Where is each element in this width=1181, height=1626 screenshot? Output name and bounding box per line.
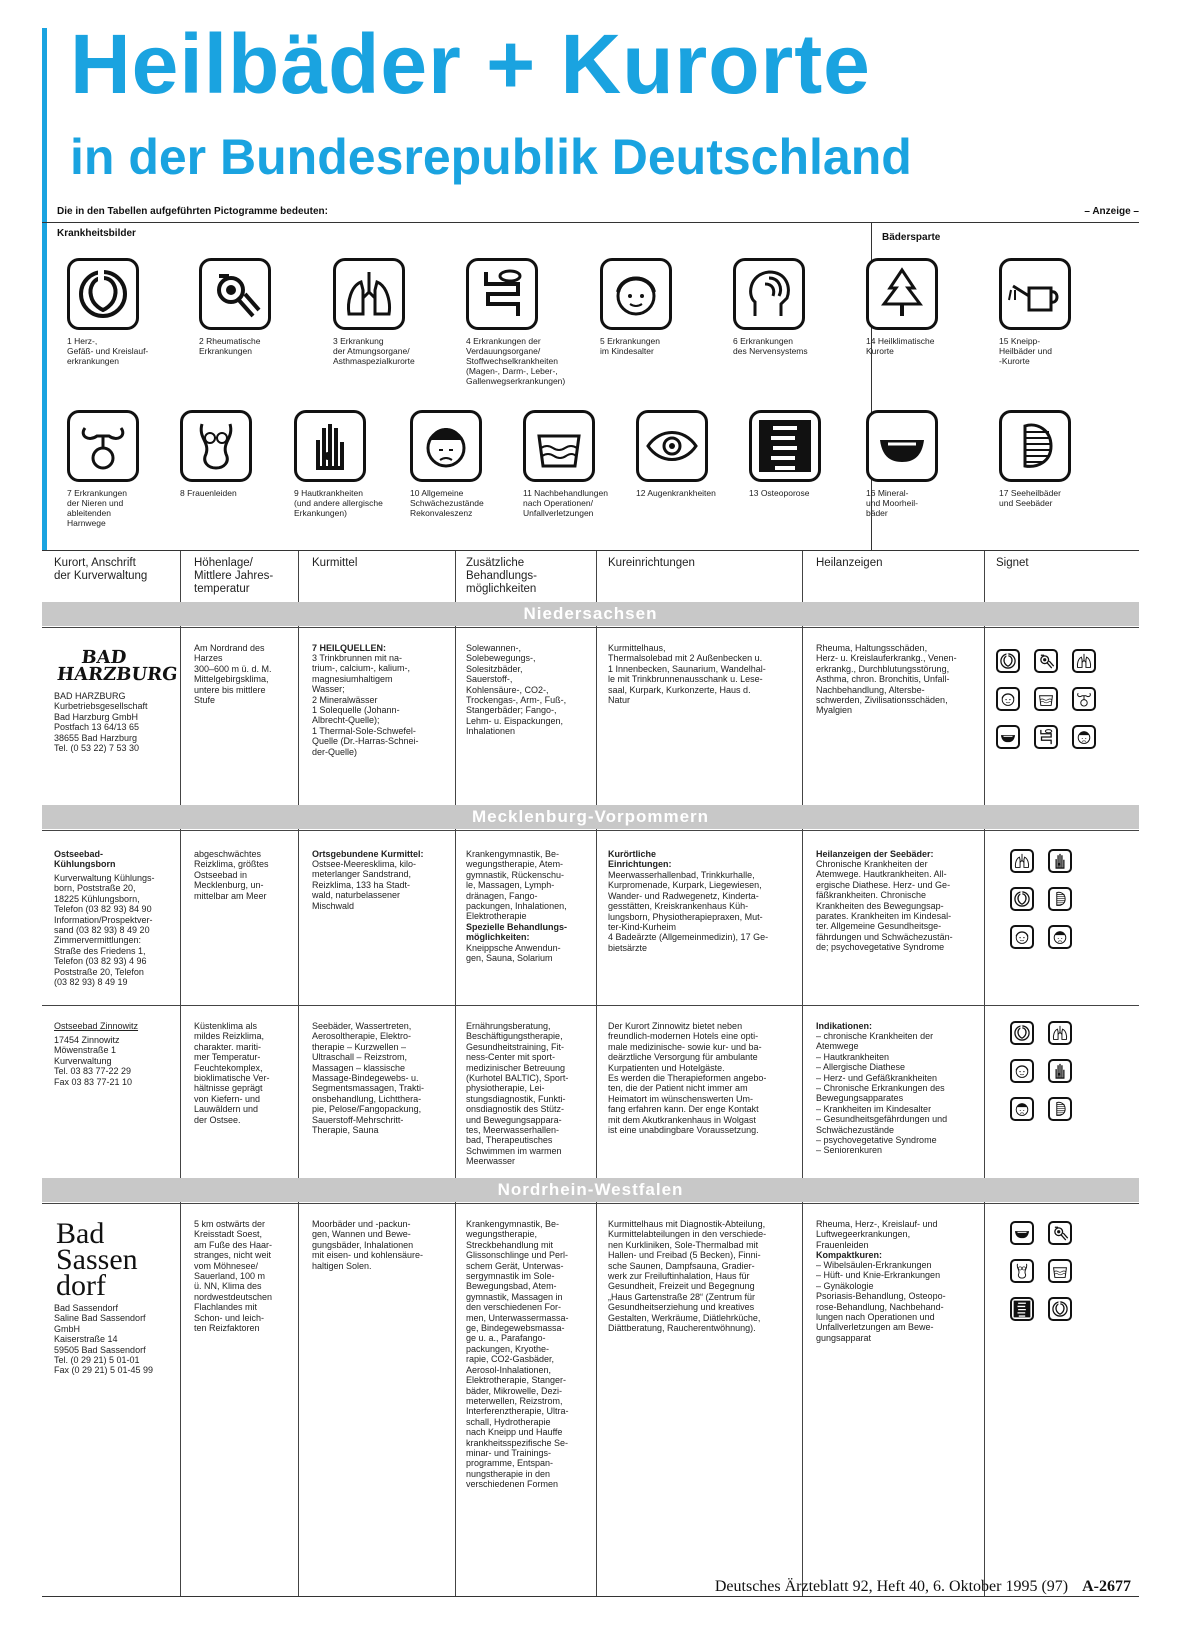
column-header: Kurort, Anschrift der Kurverwaltung [54,557,148,582]
wave-icon [999,410,1071,482]
altitude-climate: Am Nordrand des Harzes 300–600 m ü. d. M. Mittelgebirgsklima, untere bis mittlere Stufe [194,643,272,706]
wave-icon [1048,1097,1072,1121]
hand-icon [1048,1059,1072,1083]
bath-tub-icon [1034,687,1058,711]
signet-grid [996,649,1098,749]
indications-heading: Heilanzeigen der Seebäder: [816,849,934,859]
signet-grid [1010,849,1074,949]
spa-facilities: Kurmittelhaus, Thermalsolebad mit 2 Außenbecken u. 1 Innenbecken, Saunarium, Wandelhal- le mit Trinkbrunnenausschank u. Lese- saal, Kurpark, Kurkonzerte, Haus d. Natur [608,643,766,706]
indications: Rheuma, Herz-, Kreislauf- und Luftwegeerkrankungen, Frauenleiden [816,1219,938,1250]
journal-reference: Deutsches Ärzteblatt 92, Heft 40, 6. Oktober 1995 (97) [714,1578,1069,1595]
spa-facilities: Meerwasserhallenbad, Trinkkurhalle, Kurpromenade, Kurpark, Liegewiesen, Wander- und Radwegenetz, Kinderta- gesstätten, Kreiskrankenhaus Küh- lungsborn, Physiotherapiepraxen, Mut- ter-Kind-Kurheim 4 Badeärzte (Allgemeinmedizin), 17 Ge- bietsärzte [608,870,769,953]
wave-icon [1048,887,1072,911]
column-divider [298,551,299,1596]
page-title: Heilbäder + Kurorte [70,17,871,111]
treatment-options: Krankengymnastik, Be- wegungstherapie, Streckbehandlung mit Glissonschlinge und Perl- schem Gerät, Unterwas- sergymnastik im Sole- Bewegungsbad, Atem- gymnastik, Massagen in den verschiedenen For- men, Unterwassermassa- ge, Bindegewebsmassa- ge u. a., Parafango- packungen, Kryothe- rapie, CO2-Gasbäder, Aerosol-Inhalationen, Elektrotherapie, Stanger- bäder, Mikrowelle, Dezi- meterwellen, Reizstrom, Interferenztherapie, Ultra- schall, Hydrotherapie nach Kneipp und Hauffe krankheitsspezifische Se- minar- und Trainings- programme, Entspan- nungstherapie in den verschiedenen Formen [466,1219,569,1490]
pictogram-16 [866,410,991,518]
pictogram-11 [294,410,419,518]
region-band: Mecklenburg-Vorpommern [42,805,1139,829]
column-header: Kurmittel [312,557,358,569]
pictogram-7 [866,258,991,356]
divider [42,1005,1139,1006]
column-header: Kureinrichtungen [608,557,695,569]
heart-icon [1048,1297,1072,1321]
tired-face-icon [1048,925,1072,949]
pictogram-9 [67,410,192,528]
treatment-options: Solewannen-, Solebewegungs-, Solesitzbäder, Sauerstoff-, Kohlensäure-, CO2-, Trockengas-, Arm-, Fuß-, Stangerbäder; Fango-, Lehm- u. Eispackungen, Inhalationen [466,643,567,737]
special-treatments-heading: Spezielle Behandlungs- möglichkeiten: [466,922,568,943]
pictogram-13 [523,410,648,518]
divider [42,830,1139,831]
pictogram-15 [749,410,874,498]
pictogram-caption: 11 Nachbehandlungen nach Operationen/ Unfallverletzungen [523,488,608,518]
mud-bowl-icon [1010,1221,1034,1245]
pictogram-2 [199,258,324,356]
column-divider [180,551,181,1596]
eye-icon [636,410,708,482]
heart-icon [67,258,139,330]
section-label-krankheitsbilder: Krankheitsbilder [57,228,136,239]
region-band: Nordrhein-Westfalen [42,1178,1139,1202]
spa-facilities: Kurmittelhaus mit Diagnostik-Abteilung, Kurmittelabteilungen in den verschiede- nen Kurkliniken, Sole-Thermalbad mit Hallen- und Freibad (5 Becken), Finni- sche Saunen, Dampfsauna, Gradier- werk zur Freiluftinhalation, Haus für Gesundheit, Freizeit und Begegnung „Haus Gartenstraße 28“ (Zentrum für Gesundheitserziehung und kreatives Gestalten, Werkräume, Diätlehrküche, Diättberatung, Raucherentwöhnung). [608,1219,767,1334]
column-divider [596,551,597,1596]
watering-can-icon [999,258,1071,330]
pictogram-caption: 17 Seeheilbäder und Seebäder [999,488,1061,508]
head-nerve-icon [733,258,805,330]
altitude-climate: abgeschwächtes Reizklima, größtes Ostseebad in Mecklenburg, un- mittelbar am Meer [194,849,269,901]
pictogram-8 [999,258,1124,366]
pictogram-caption: 3 Erkrankung der Atmungsorgane/ Asthmaspezialkurorte [333,336,415,366]
special-treatments: Kneippsche Anwendun- gen, Sauna, Solarium [466,943,561,964]
pictogram-10 [180,410,305,498]
kurort-address: Kurverwaltung Kühlungs- born, Poststraße 20, 18225 Kühlungsborn, Telefon (03 82 93) 84 90 Information/Prospektver- sand (03 82 93) 8 49 20 Zimmervermittlungen: Straße des Friedens 1, Telefon (03 82 93) 4 96 Poststraße 20, Telefon (03 82 93) 8 49 19 [54,873,155,988]
pictogram-6 [733,258,858,356]
female-torso-icon [180,410,252,482]
lungs-icon [1072,649,1096,673]
pictogram-17 [999,410,1124,508]
pictogram-caption: 12 Augenkrankheiten [636,488,716,498]
kidney-icon [1072,687,1096,711]
signet-grid [1010,1021,1074,1121]
female-torso-icon [1010,1259,1034,1283]
divider [42,627,1139,628]
pictogram-caption: 14 Heilklimatische Kurorte [866,336,935,356]
joint-icon [1048,1221,1072,1245]
tired-face-icon [1010,1097,1034,1121]
child-face-icon [1010,1059,1034,1083]
indications: Rheuma, Haltungsschäden, Herz- u. Kreislauferkrankg., Venen- erkrankg., Durchblutungsstörung, Asthma, chron. Bronchitis, Unfall- Nachbehandlung, Altersbe- schwerden, Zivilisationsschäden, Myalgien [816,643,957,716]
divider [42,222,1139,223]
joint-icon [1034,649,1058,673]
bad-harzburg-logo: BAD HARZBURG [56,647,179,685]
pictogram-4 [466,258,591,386]
pictogram-caption: 10 Allgemeine Schwächezustände Rekonvaleszenz [410,488,484,518]
indications-compact: – Wibelsäulen-Erkrankungen – Hüft- und Knie-Erkrankungen – Gynäkologie Psoriasis-Behandlung, Osteopo- rose-Behandlung, Nachbehand- lungen nach Operationen und Unfallverletzungen am Bewe- gungsapparat [816,1260,946,1343]
page-subtitle: in der Bundesrepublik Deutschland [70,129,912,185]
joint-icon [199,258,271,330]
indications-heading: Kompaktkuren: [816,1250,883,1260]
intestine-icon [1034,725,1058,749]
bath-tub-icon [523,410,595,482]
kurmittel-text: Seebäder, Wassertreten, Aerosoltherapie, Elektro- therapie – Kurzwellen – Ultraschall – Reizstrom, Massagen – klassische Massage-Bindegewebs- u. Segmentsmassagen, Trakti- onsbehandlung, Lichtthera- pie, Pelose/Fangopackung, Sauerstoff-Mehrschritt- Therapie, Sauna [312,1021,425,1136]
kurort-name: Ostseebad Zinnowitz [54,1021,139,1031]
pictogram-14 [636,410,761,498]
pictogram-5 [600,258,725,356]
lungs-icon [333,258,405,330]
pictogram-caption: 8 Frauenleiden [180,488,237,498]
region-band: Niedersachsen [42,602,1139,626]
column-divider [984,551,985,1596]
lungs-icon [1010,849,1034,873]
column-header: Zusätzliche Behandlungs- möglichkeiten [466,557,537,595]
kurort-name: Ostseebad- Kühlungsborn [54,849,116,870]
heart-icon [1010,1021,1034,1045]
section-label-baedersparte: Bädersparte [882,232,941,243]
bad-sassendorf-logo: Bad Sassen dorf [56,1217,138,1302]
hand-icon [294,410,366,482]
column-header: Höhenlage/ Mittlere Jahres- temperatur [194,557,274,595]
spine-icon [1010,1297,1034,1321]
treatment-options: Ernährungsberatung, Beschäftigungstherapie, Gesundheitstraining, Fit- ness-Center mit sport- medizinischer Betreuung (Kurhotel BALTIC), Sport- physiotherapie, Lei- stungsdiagnostik, Funkti- onsdiagnostik des Stütz- und Bewegungsappara- tes, Meerwasserhallen- bad, Therapeutisches Schwimmen im warmen Meerwasser [466,1021,569,1167]
pictogram-caption: 5 Erkrankungen im Kindesalter [600,336,661,356]
column-divider [802,551,803,1596]
kurort-address: BAD HARZBURG Kurbetriebsgesellschaft Bad Harzburg GmbH Postfach 13 64/13 65 38655 Bad Harzburg Tel. (0 53 22) 7 53 30 [54,691,148,754]
kurort-address: 17454 Zinnowitz Möwenstraße 1 Kurverwaltung Tel. 03 83 77-22 29 Fax 03 83 77-21 10 [54,1035,133,1087]
hand-icon [1048,849,1072,873]
column-divider [455,551,456,1596]
intro-text: Die in den Tabellen aufgeführten Pictogramme bedeuten: [57,206,328,217]
pictogram-caption: 2 Rheumatische Erkrankungen [199,336,261,356]
indications: Chronische Krankheiten der Atemwege. Hautkrankheiten. All- ergische Diathese. Herz- und Ge- fäßkrankheiten. Chronische Krankheiten des Bewegungsap- parates. Krankheiten im Kindesal- ter. Allgemeine Gesundheitsge- fährdungen und Schwächezustän- de; psychovegetative Syndrome [816,859,953,953]
indications: – chronische Krankheiten der Atemwege – Hautkrankheiten – Allergische Diathese – Herz- und Gefäßkrankheiten – Chronische Erkrankungen des Bewegungsapparates – Krankheiten im Kindesalter – Gesundheitsgefährdungen und Schwächezustände – psychovegetative Syndrome – Seniorenkuren [816,1031,948,1156]
pictogram-caption: 6 Erkrankungen des Nervensystems [733,336,808,356]
tired-face-icon [410,410,482,482]
column-header: Signet [996,557,1029,569]
pictogram-caption: 1 Herz-, Gefäß- und Kreislauf- erkrankungen [67,336,149,366]
heart-icon [1010,887,1034,911]
accent-bar [42,28,47,550]
spa-facilities-heading: Kurörtliche Einrichtungen: [608,849,672,870]
tired-face-icon [1072,725,1096,749]
page-number: A-2677 [1082,1578,1131,1595]
indications-heading: Indikationen: [816,1021,872,1031]
pictogram-caption: 15 Kneipp- Heilbäder und -Kurorte [999,336,1052,366]
child-face-icon [1010,925,1034,949]
pictogram-caption: 4 Erkrankungen der Verdauungsorgane/ Stoffwechselkrankheiten (Magen-, Darm-, Leber-, Gallenwegserkrankungen) [466,336,566,386]
lungs-icon [1048,1021,1072,1045]
pictogram-12 [410,410,535,518]
bath-tub-icon [1048,1259,1072,1283]
divider [42,1203,1139,1204]
mud-bowl-icon [996,725,1020,749]
pictogram-caption: 9 Hautkrankheiten (und andere allergische Erkankungen) [294,488,383,518]
heart-icon [996,649,1020,673]
tree-icon [866,258,938,330]
treatment-options: Krankengymnastik, Be- wegungstherapie, Atem- gymnastik, Rückenschu- le, Massagen, Lymph- dränagen, Fango- packungen, Inhalationen, Elektrotherapie [466,849,567,922]
pictogram-caption: 13 Osteoporose [749,488,810,498]
kurort-address: Bad Sassendorf Saline Bad Sassendorf GmbH Kaiserstraße 14 59505 Bad Sassendorf Tel. (0 29 21) 5 01-01 Fax (0 29 21) 5 01-45 99 [54,1303,154,1376]
pictogram-1 [67,258,192,366]
altitude-climate: 5 km ostwärts der Kreisstadt Soest, am Fuße des Haar- stranges, nicht weit vom Möhnesee/ Sauerland, 100 m ü. NN, Klima des nordwestdeutschen Flachlandes mit Schon- und leich- ten Reizfaktoren [194,1219,273,1334]
kurmittel-heading: 7 HEILQUELLEN: [312,643,387,653]
spine-icon [749,410,821,482]
footer-citation [715,1578,1131,1596]
spa-table [42,550,1139,1597]
altitude-climate: Küstenklima als mildes Reizklima, charakter. mariti- mer Temperatur- Feuchtekomplex, bioklimatische Ver- hältnisse geprägt von Kiefern- und Lauwäldern und der Ostsee. [194,1021,270,1125]
intestine-icon [466,258,538,330]
mud-bowl-icon [866,410,938,482]
spa-facilities: Der Kurort Zinnowitz bietet neben freundlich-modernen Hotels eine opti- male medizinische- sowie kur- und ba- deärztliche Versorgung für ambulante Kurpatienten und Hotelgäste. Es werden die Therapieformen angebo- ten, die der Patient nicht immer am Heimatort im wünschenswerten Um- fang erfahren kann. Der enge Kontakt mit dem Akutkrankenhaus in Wolgast ist eine unabdingbare Voraussetzung. [608,1021,767,1136]
child-face-icon [996,687,1020,711]
kidney-icon [67,410,139,482]
kurmittel-text: Ostsee-Meeresklima, kilo- meterlanger Sandstrand, Reizklima, 133 ha Stadt- wald, naturbelassener Mischwald [312,859,417,911]
signet-grid [1010,1221,1074,1321]
pictogram-caption: 16 Mineral- und Moorheil- bäder [866,488,918,518]
pictogram-caption: 7 Erkrankungen der Nieren und ableitenden Harnwege [67,488,128,528]
kurmittel-text: 3 Trinkbrunnen mit na- trium-, calcium-, kalium-, magnesiumhaltigem Wasser; 2 Mineralwässer 1 Solequelle (Johann- Albrecht-Quelle); 1 Thermal-Sole-Schwefel- Quelle (Dr.-Harras-Schnei- der-Quelle) [312,653,419,757]
column-header: Heilanzeigen [816,557,883,569]
child-face-icon [600,258,672,330]
ad-label: – Anzeige – [1084,206,1139,217]
kurmittel-text: Moorbäder und -packun- gen, Wannen und Bewe- gungsbäder, Inhalationen mit eisen- und kohlensäure- haltigen Solen. [312,1219,424,1271]
kurmittel-heading: Ortsgebundene Kurmittel: [312,849,424,859]
pictogram-3 [333,258,458,366]
